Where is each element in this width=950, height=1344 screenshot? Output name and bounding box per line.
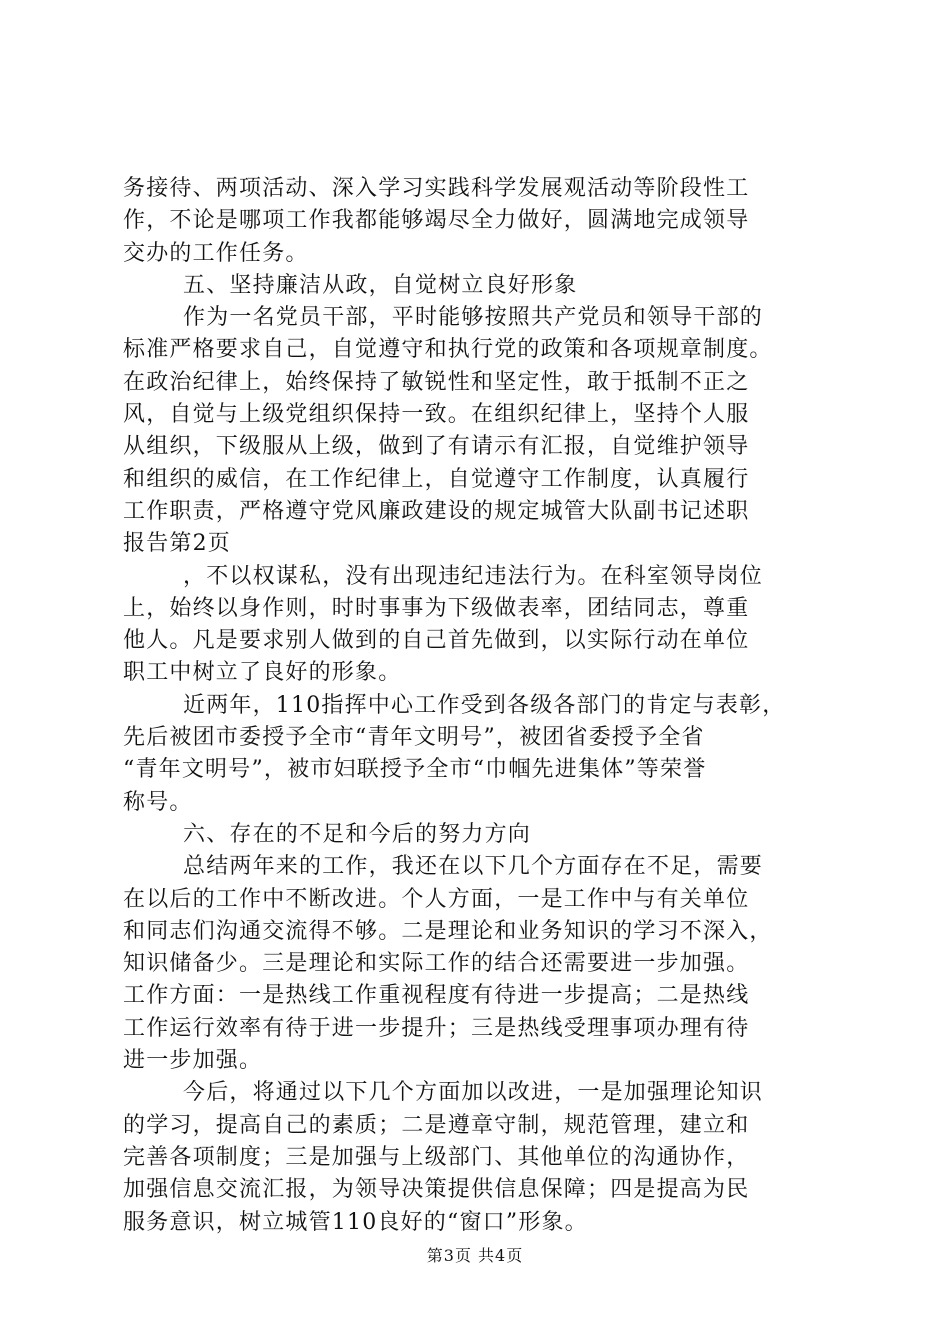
text-line: 职工中树立了良好的形象。 <box>123 660 402 686</box>
text-line: ，不以权谋私，没有出现违纪违法行为。在科室领导岗位 <box>183 563 764 589</box>
text-line: 进一步加强。 <box>123 1048 263 1074</box>
text-line: 近两年，110指挥中心工作受到各级各部门的肯定与表彰， <box>183 692 786 718</box>
text-line: 作为一名党员干部，平时能够按照共产党员和领导干部的 <box>183 305 764 331</box>
text-line: 六、存在的不足和今后的努力方向 <box>183 821 532 847</box>
text-line: 总结两年来的工作，我还在以下几个方面存在不足，需要 <box>183 854 764 880</box>
document-body <box>123 173 843 1239</box>
text-line: 交办的工作任务。 <box>123 240 309 266</box>
text-line: 五、坚持廉洁从政，自觉树立良好形象 <box>183 272 578 298</box>
text-line: 标准严格要求自己，自觉遵守和执行党的政策和各项规章制度。 <box>123 337 773 363</box>
text-line: “青年文明号”，被市妇联授予全市“巾帼先进集体”等荣誉 <box>123 757 707 783</box>
text-line: 作，不论是哪项工作我都能够竭尽全力做好，圆满地完成领导 <box>123 208 750 234</box>
page-number-footer: 第3页 共4页 <box>426 1246 524 1265</box>
text-line: 的学习，提高自己的素质；二是遵章守制，规范管理，建立和 <box>123 1112 750 1138</box>
text-line: 在以后的工作中不断改进。个人方面，一是工作中与有关单位 <box>123 886 750 912</box>
text-line: 工作职责，严格遵守党风廉政建设的规定城管大队副书记述职 <box>123 498 750 524</box>
text-line: 今后，将通过以下几个方面加以改进，一是加强理论知识 <box>183 1080 764 1106</box>
text-line: 工作运行效率有待于进一步提升；三是热线受理事项办理有待 <box>123 1015 750 1041</box>
text-line: 务接待、两项活动、深入学习实践科学发展观活动等阶段性工 <box>123 176 750 201</box>
text-line: 加强信息交流汇报，为领导决策提供信息保障；四是提高为民 <box>123 1177 750 1203</box>
text-line: 从组织，下级服从上级，做到了有请示有汇报，自觉维护领导 <box>123 434 750 460</box>
text-line: 工作方面：一是热线工作重视程度有待进一步提高；二是热线 <box>123 983 750 1009</box>
text-line: 和同志们沟通交流得不够。二是理论和业务知识的学习不深入， <box>123 918 773 944</box>
text-line: 他人。凡是要求别人做到的自己首先做到，以实际行动在单位 <box>123 628 750 654</box>
text-line: 上，始终以身作则，时时事事为下级做表率，团结同志，尊重 <box>123 595 750 621</box>
text-line: 报告第2页 <box>123 531 231 557</box>
text-line: 风，自觉与上级党组织保持一致。在组织纪律上，坚持个人服 <box>123 402 750 428</box>
text-line: 知识储备少。三是理论和实际工作的结合还需要进一步加强。 <box>123 951 750 977</box>
text-line: 先后被团市委授予全市“青年文明号”，被团省委授予全省 <box>123 725 705 751</box>
text-line: 称号。 <box>123 789 193 815</box>
text-line: 在政治纪律上，始终保持了敏锐性和坚定性，敢于抵制不正之 <box>123 369 750 395</box>
text-line: 和组织的威信，在工作纪律上，自觉遵守工作制度，认真履行 <box>123 466 750 492</box>
text-line: 完善各项制度；三是加强与上级部门、其他单位的沟通协作， <box>123 1144 750 1170</box>
text-line: 服务意识，树立城管110良好的“窗口”形象。 <box>123 1209 588 1235</box>
